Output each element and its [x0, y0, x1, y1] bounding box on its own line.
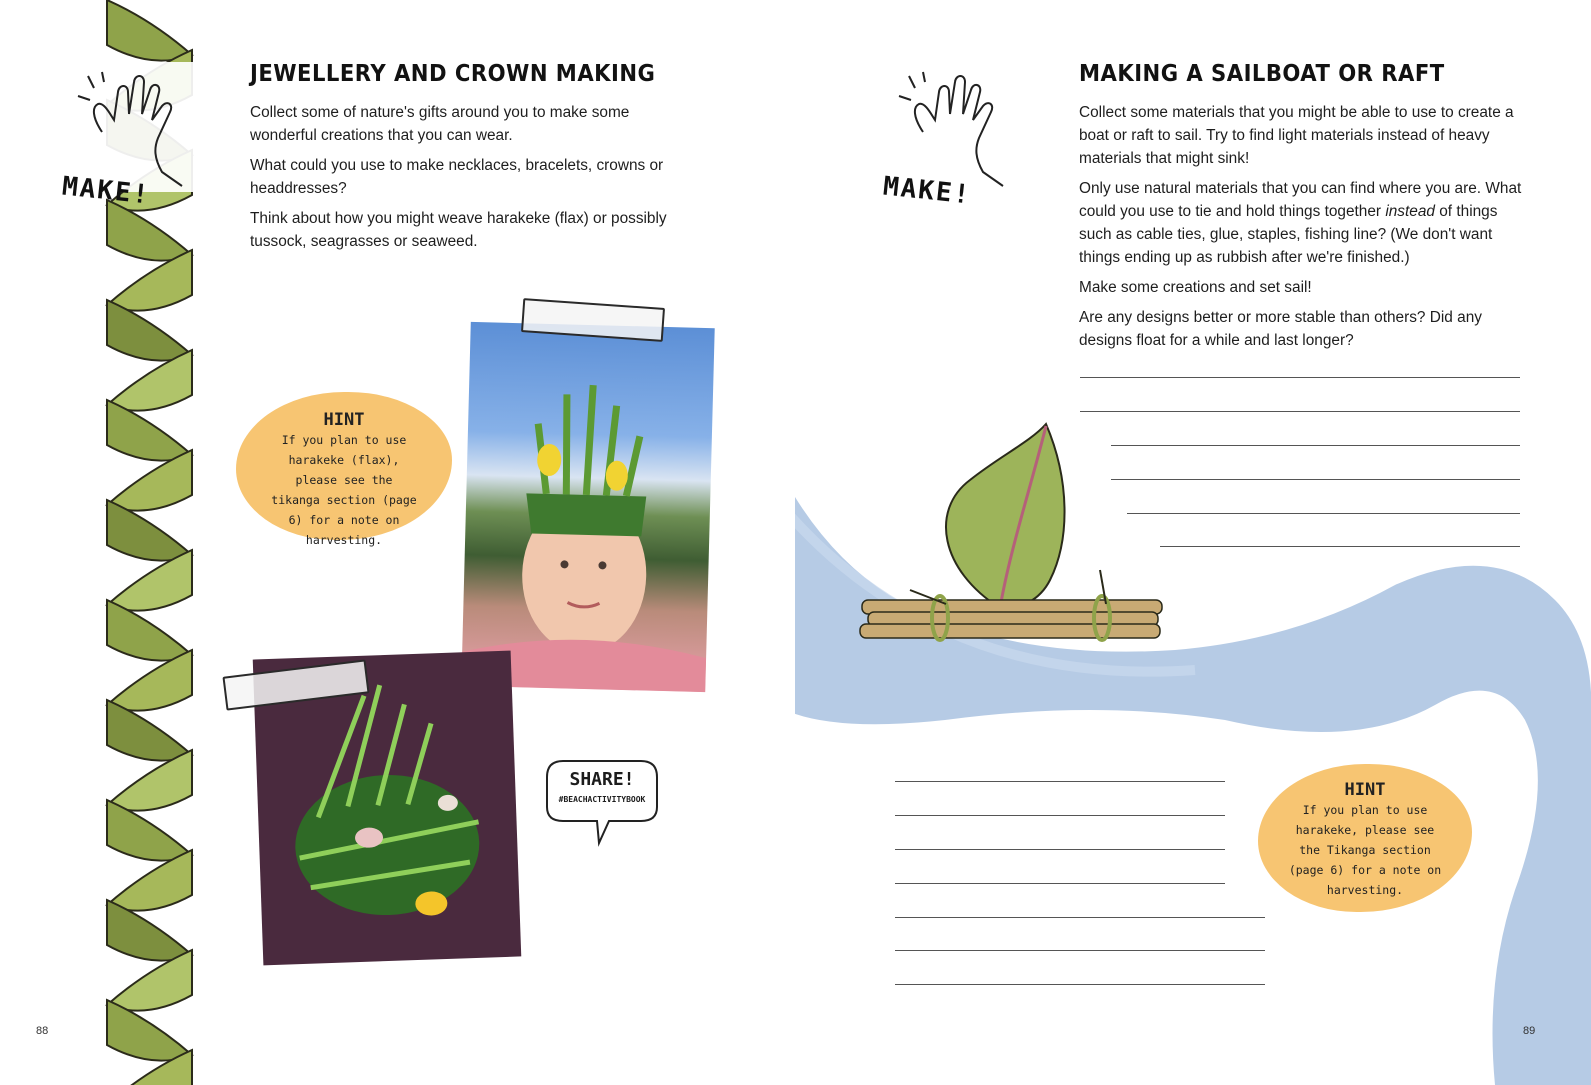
intro-text — [250, 101, 700, 260]
paragraph: Think about how you might weave harakeke (flax) or possibly tussock, seagrasses or seaweed. — [250, 210, 667, 250]
share-hashtag: #BEACHACTIVITYBOOK — [558, 795, 646, 804]
paragraph: Collect some of nature's gifts around you to make some wonderful creations that you can wear. — [250, 104, 630, 144]
share-bubble — [543, 757, 661, 847]
share-title: SHARE! — [569, 769, 635, 790]
hint-blob — [1258, 764, 1472, 912]
child-crown-picture — [461, 322, 714, 692]
hint-title: HINT — [1344, 780, 1386, 800]
braid-strand — [107, 0, 192, 61]
hint-blob — [236, 392, 452, 547]
page-title: MAKING A SAILBOAT OR RAFT — [1079, 61, 1445, 87]
make-label: MAKE! — [881, 171, 973, 211]
make-label: MAKE! — [60, 171, 152, 211]
right-page — [795, 0, 1591, 1085]
hint-body: If you plan to use harakeke, please see the Tikanga section (page 6) for a note on harvesting. — [1288, 803, 1442, 897]
paragraph: Are any designs better or more stable than others? Did any designs float for a while and last longer? — [1079, 309, 1482, 349]
paragraph-materials: Only use natural materials that you can find where you are. What could you use to tie and hold things together instead of things such as cable ties, glue, staples, fishing line? (We don't want things ending up as rubbish after we're finished.) — [1079, 180, 1522, 266]
hint-title: HINT — [323, 410, 365, 430]
sailboat-illustration — [850, 420, 1190, 650]
hint-body: If you plan to use harakeke (flax), please see the tikanga section (page 6) for a note on harvesting. — [271, 433, 417, 547]
page-number: 88 — [36, 1025, 49, 1037]
paragraph: Collect some materials that you might be able to use to create a boat or raft to sail. Try to find light materials instead of heavy materials that might sink! — [1079, 104, 1514, 167]
paragraph: What could you use to make necklaces, bracelets, crowns or headdresses? — [250, 157, 664, 197]
paragraph: Make some creations and set sail! — [1079, 279, 1312, 296]
make-badge — [62, 62, 212, 212]
intro-text — [1079, 101, 1529, 359]
hand-icon — [883, 62, 1033, 192]
left-page — [0, 0, 795, 1085]
photo-child-crown — [461, 322, 714, 692]
hand-icon — [62, 62, 212, 192]
page-number: 89 — [1523, 1025, 1536, 1037]
make-badge — [883, 62, 1033, 212]
page-title: JEWELLERY AND CROWN MAKING — [250, 61, 656, 87]
